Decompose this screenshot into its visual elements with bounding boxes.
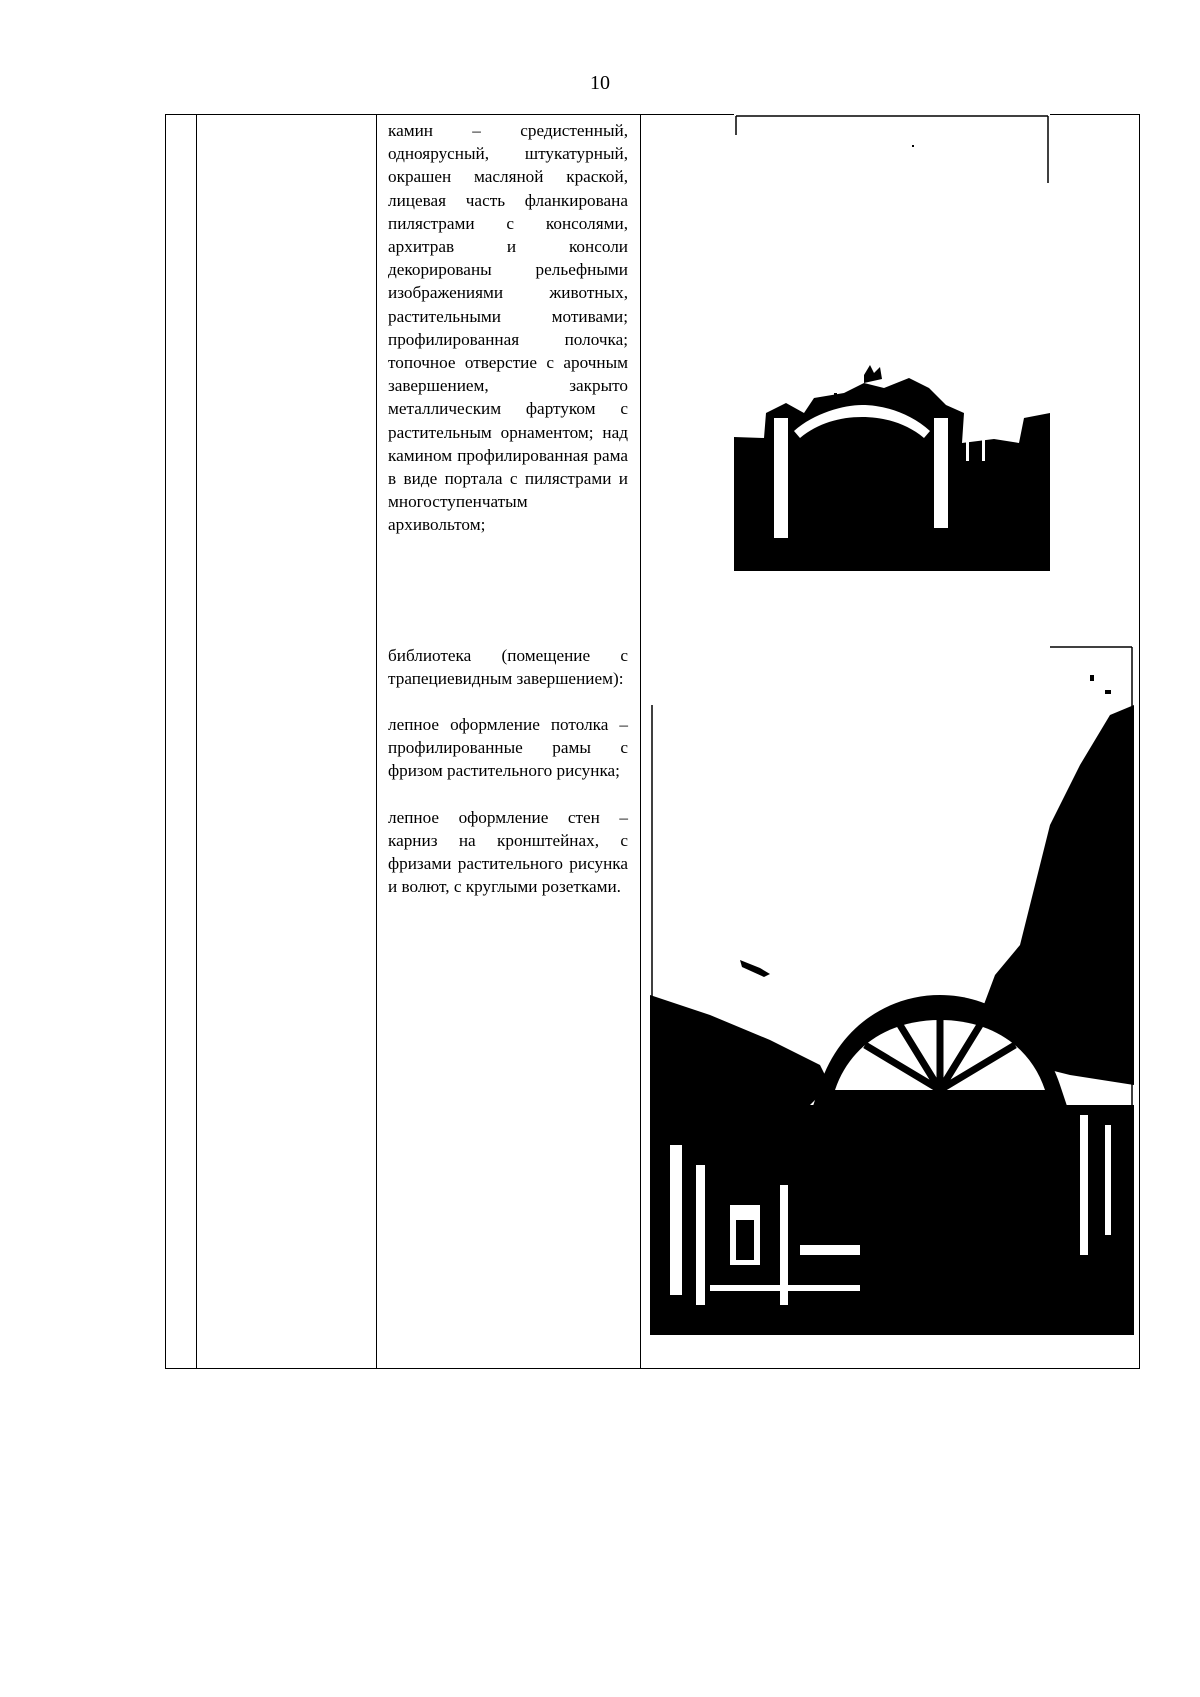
column-divider-3 — [640, 115, 641, 1368]
ceiling-description: лепное оформление потолка – профилированные рамы с фризом растительного рисунка; — [388, 715, 628, 781]
library-photo — [650, 645, 1134, 1335]
column-divider-1 — [196, 115, 197, 1368]
description-column — [388, 119, 628, 898]
walls-description: лепное оформление стен – карниз на кронштейнах, с фризами растительного рисунка и волют, с круглыми розетками. — [388, 807, 628, 897]
fireplace-description: камин – средистенный, одноярусный, штукатурный, окрашен масляной краской, лицевая часть фланкирована пилястрами с консолями, архитрав и консоли декорированы рельефными изображениями животных, растительными мотивами; профилированная полочка; топочное отверстие с арочным завершением, закрыто металлическим фартуком с растительным орнаментом; над камином профилированная рама в виде портала с пилястрами и многоступенчатым архивольтом; — [388, 121, 628, 535]
page-number: 10 — [590, 72, 610, 94]
document-table — [165, 114, 1140, 1369]
column-divider-2 — [376, 115, 377, 1368]
fireplace-photo — [734, 113, 1050, 571]
library-heading: библиотека (помещение с трапециевидным завершением): — [388, 645, 628, 688]
